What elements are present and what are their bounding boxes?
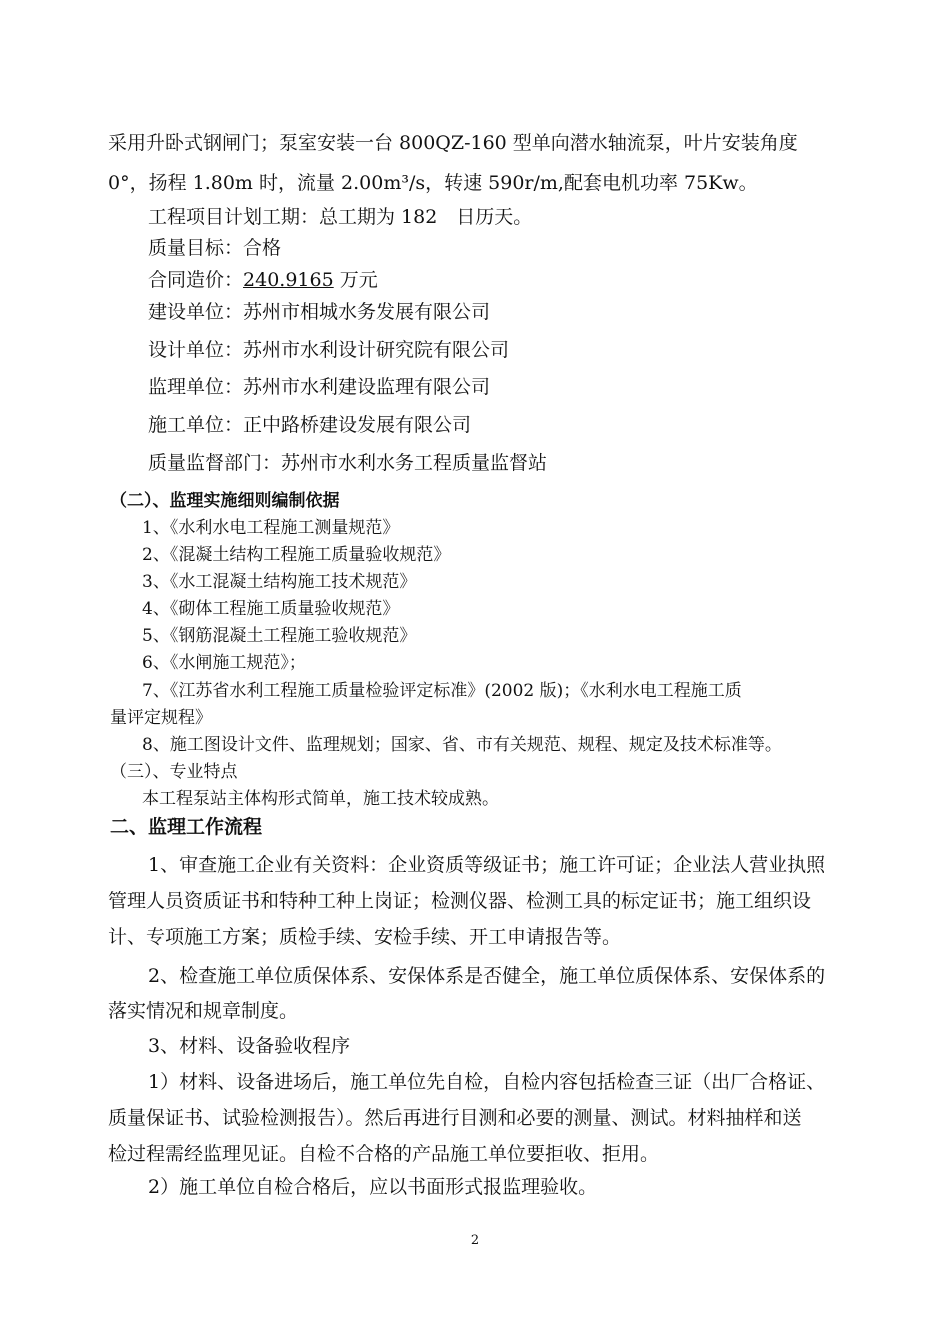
workflow-p4-line-1: 1）材料、设备进场后，施工单位先自检，自检内容包括检查三证（出厂合格证、: [148, 1071, 826, 1093]
contractor-line: 施工单位：正中路桥建设发展有限公司: [148, 414, 472, 436]
basis-item-1: 1、《水利水电工程施工测量规范》: [142, 518, 400, 538]
intro-line-1: 采用升卧式钢闸门；泵室安装一台 800QZ-160 型单向潜水轴流泵，叶片安装角度: [108, 132, 798, 154]
workflow-p3: 3、材料、设备验收程序: [148, 1035, 351, 1057]
basis-item-5: 5、《钢筋混凝土工程施工验收规范》: [142, 626, 417, 646]
designer-line: 设计单位：苏州市水利设计研究院有限公司: [148, 339, 510, 361]
workflow-p4-line-3: 检过程需经监理见证。自检不合格的产品施工单位要拒收、拒用。: [108, 1143, 660, 1165]
workflow-heading: 二、监理工作流程: [110, 816, 263, 838]
basis-heading: （二）、监理实施细则编制依据: [110, 491, 340, 511]
basis-item-7-line-1: 7、《江苏省水利工程施工质量检验评定标准》(2002 版)；《水利水电工程施工质: [142, 681, 742, 701]
contract-unit: 万元: [333, 269, 378, 291]
basis-item-8: 8、施工图设计文件、监理规划；国家、省、市有关规范、规程、规定及技术标准等。: [142, 735, 782, 755]
workflow-p1-line-2: 管理人员资质证书和特种工种上岗证；检测仪器、检测工具的标定证书；施工组织设: [108, 890, 812, 912]
page-number: 2: [470, 1233, 480, 1248]
workflow-p4-line-2: 质量保证书、试验检测报告）。然后再进行目测和必要的测量、测试。材料抽样和送: [108, 1107, 802, 1129]
quality-dept-line: 质量监督部门：苏州市水利水务工程质量监督站: [148, 452, 548, 474]
workflow-p5: 2）施工单位自检合格后，应以书面形式报监理验收。: [148, 1176, 598, 1198]
intro-line-2: 0°，扬程 1.80m 时，流量 2.00m³/s，转速 590r/m,配套电机功率 75Kw。: [108, 172, 758, 194]
contract-value: 240.9165: [243, 269, 334, 291]
schedule-line: 工程项目计划工期：总工期为 182 日历天。: [148, 206, 533, 228]
contract-label: 合同造价：: [148, 269, 244, 291]
quality-goal-line: 质量目标：合格: [148, 237, 282, 259]
workflow-p1-line-3: 计、专项施工方案；质检手续、安检手续、开工申请报告等。: [108, 926, 622, 948]
contract-price-line: [148, 265, 378, 292]
features-text: 本工程泵站主体构形式简单，施工技术较成熟。: [142, 789, 499, 809]
owner-line: 建设单位：苏州市相城水务发展有限公司: [148, 301, 491, 323]
basis-item-4: 4、《砌体工程施工质量验收规范》: [142, 599, 400, 619]
basis-item-7-line-2: 量评定规程》: [110, 708, 212, 728]
features-heading: （三）、专业特点: [110, 762, 238, 782]
basis-item-3: 3、《水工混凝土结构施工技术规范》: [142, 572, 417, 592]
basis-item-2: 2、《混凝土结构工程施工质量验收规范》: [142, 545, 451, 565]
supervisor-line: 监理单位：苏州市水利建设监理有限公司: [148, 376, 491, 398]
workflow-p1-line-1: 1、审查施工企业有关资料：企业资质等级证书；施工许可证；企业法人营业执照: [148, 854, 826, 876]
workflow-p2-line-2: 落实情况和规章制度。: [108, 1000, 299, 1022]
workflow-p2-line-1: 2、检查施工单位质保体系、安保体系是否健全，施工单位质保体系、安保体系的: [148, 965, 826, 987]
basis-item-6: 6、《水闸施工规范》；: [142, 653, 306, 673]
